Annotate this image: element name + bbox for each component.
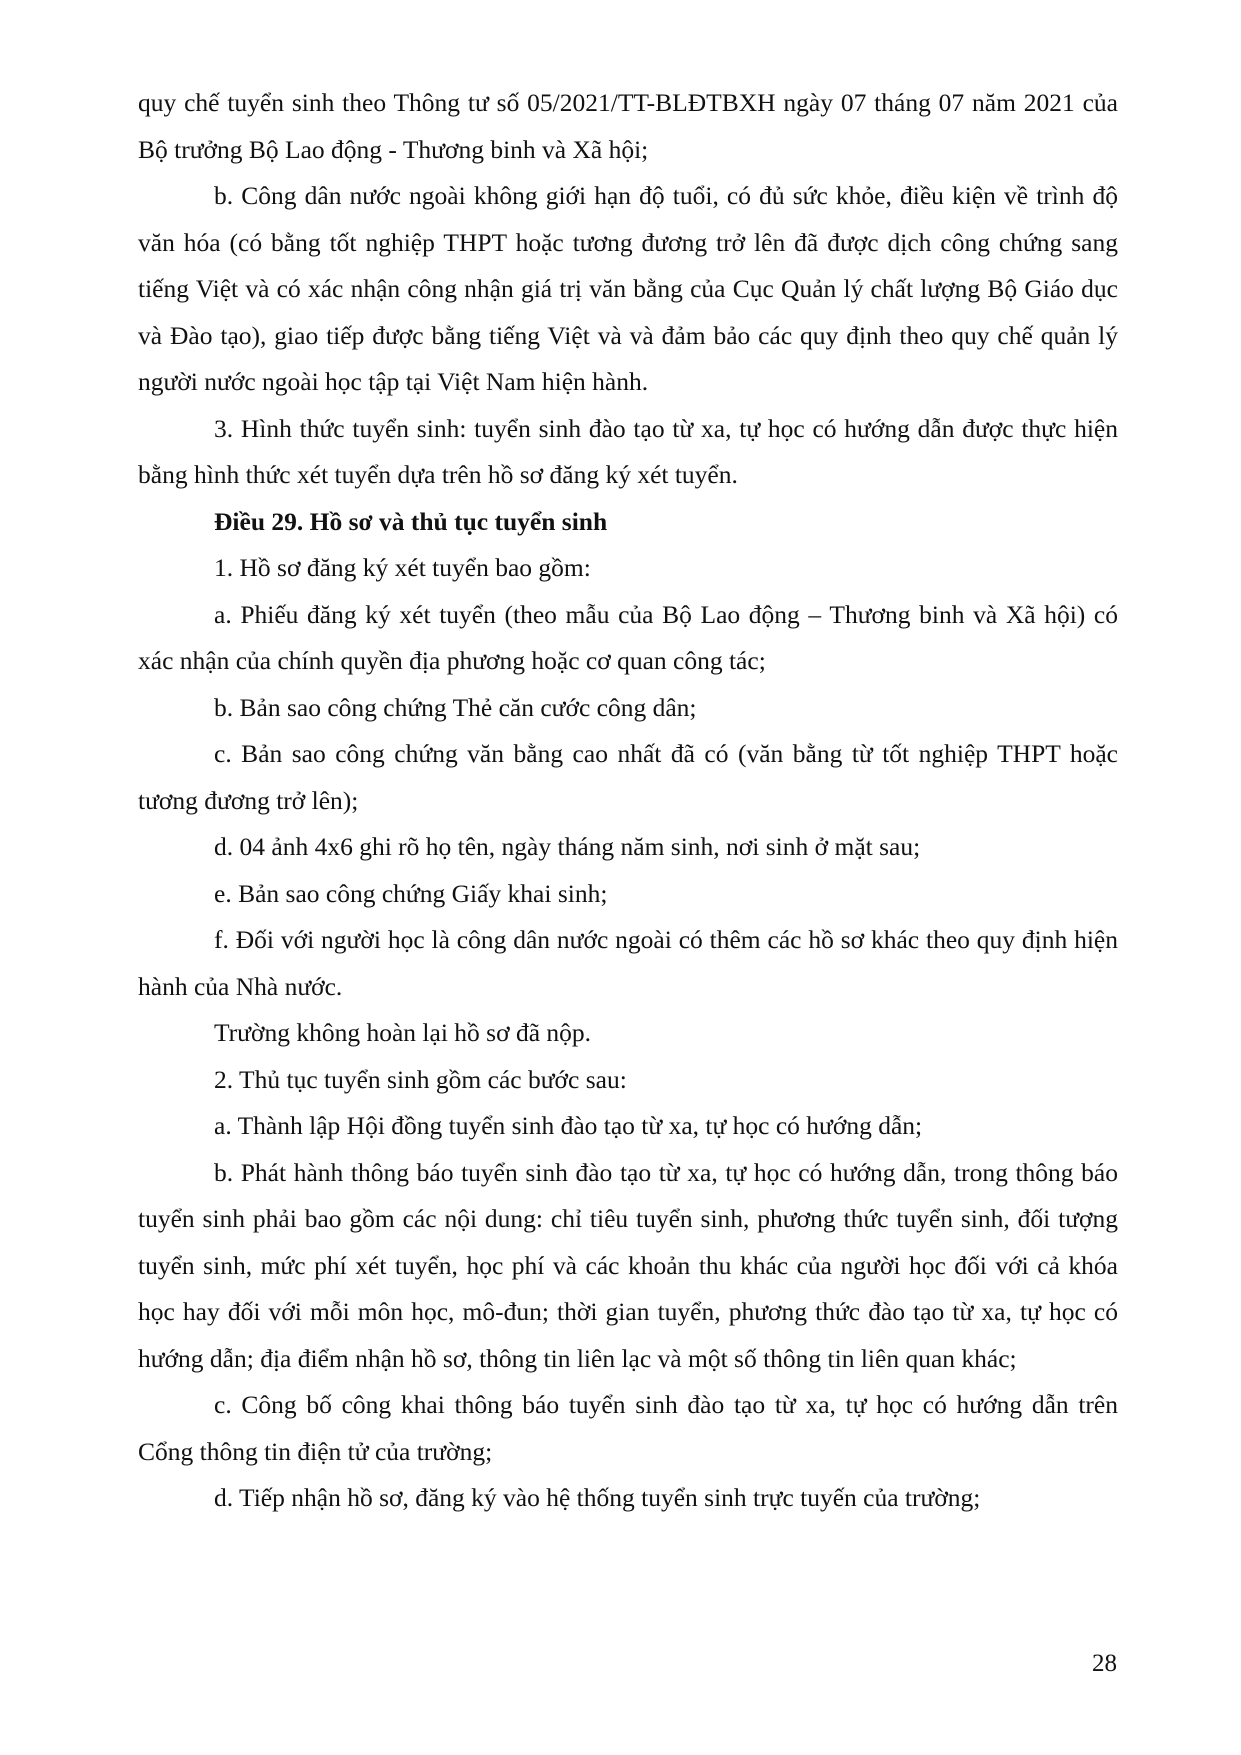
list-item-c-publish: c. Công bố công khai thông báo tuyển sinh đào tạo từ xa, tự học có hướng dẫn trên Cổng thông tin điện tử của trường;	[138, 1390, 1118, 1466]
list-item-a-registration: a. Phiếu đăng ký xét tuyển (theo mẫu của Bộ Lao động – Thương binh và Xã hội) có xác nhận của chính quyền địa phương hoặc cơ quan công tác;	[138, 599, 1118, 675]
list-item-b-id-card: b. Bản sao công chứng Thẻ căn cước công dân;	[214, 692, 697, 722]
paragraph-procedure-intro: 2. Thủ tục tuyển sinh gồm các bước sau:	[214, 1064, 627, 1094]
list-item-a-council: a. Thành lập Hội đồng tuyển sinh đào tạo từ xa, tự học có hướng dẫn;	[214, 1111, 923, 1140]
list-item-d-photos: d. 04 ảnh 4x6 ghi rõ họ tên, ngày tháng năm sinh, nơi sinh ở mặt sau;	[214, 832, 921, 861]
paragraph-foreign-citizens: b. Công dân nước ngoài không giới hạn độ tuổi, có đủ sức khỏe, điều kiện về trình độ văn hóa (có bằng tốt nghiệp THPT hoặc tương đương trở lên đã được dịch công chứng sang tiếng Việt và có xác nhận công nhận giá trị văn bằng của Cục Quản lý chất lượng Bộ Giáo dục và Đào tạo), giao tiếp được bằng tiếng Việt và và đảm bảo các quy định theo quy chế quản lý người nước ngoài học tập tại Việt Nam hiện hành.	[138, 181, 1118, 396]
list-item-e-birth-cert: e. Bản sao công chứng Giấy khai sinh;	[214, 878, 608, 908]
article-29-heading: Điều 29. Hồ sơ và thủ tục tuyển sinh	[214, 506, 608, 536]
list-item-d-receive: d. Tiếp nhận hồ sơ, đăng ký vào hệ thống tuyển sinh trực tuyến của trường;	[214, 1483, 981, 1512]
page-number: 28	[1092, 1650, 1117, 1677]
list-item-c-diploma: c. Bản sao công chứng văn bằng cao nhất đã có (văn bằng từ tốt nghiệp THPT hoặc tương đương trở lên);	[138, 739, 1118, 815]
paragraph-no-return: Trường không hoàn lại hồ sơ đã nộp.	[214, 1018, 592, 1047]
list-item-b-announcement: b. Phát hành thông báo tuyển sinh đào tạo từ xa, tự học có hướng dẫn, trong thông báo tuyển sinh phải bao gồm các nội dung: chỉ tiêu tuyển sinh, phương thức tuyển sinh, đối tượng tuyển sinh, mức phí xét tuyển, học phí và các khoản thu khác của người học đối với cả khóa học hay đối với mỗi môn học, mô-đun; thời gian tuyển, phương thức đào tạo từ xa, tự học có hướng dẫn; địa điểm nhận hồ sơ, thông tin liên lạc và một số thông tin liên quan khác;	[138, 1157, 1118, 1373]
paragraph-admission-form: 3. Hình thức tuyển sinh: tuyển sinh đào tạo từ xa, tự học có hướng dẫn được thực hiện bằng hình thức xét tuyển dựa trên hồ sơ đăng ký xét tuyển.	[138, 413, 1118, 489]
list-item-f-foreigners: f. Đối với người học là công dân nước ngoài có thêm các hồ sơ khác theo quy định hiện hành của Nhà nước.	[138, 925, 1118, 1001]
paragraph-dossier-intro: 1. Hồ sơ đăng ký xét tuyển bao gồm:	[214, 553, 591, 582]
document-body	[138, 80, 1118, 1522]
paragraph-continuation: quy chế tuyển sinh theo Thông tư số 05/2021/TT-BLĐTBXH ngày 07 tháng 07 năm 2021 của Bộ trưởng Bộ Lao động - Thương binh và Xã hội;	[138, 88, 1118, 164]
